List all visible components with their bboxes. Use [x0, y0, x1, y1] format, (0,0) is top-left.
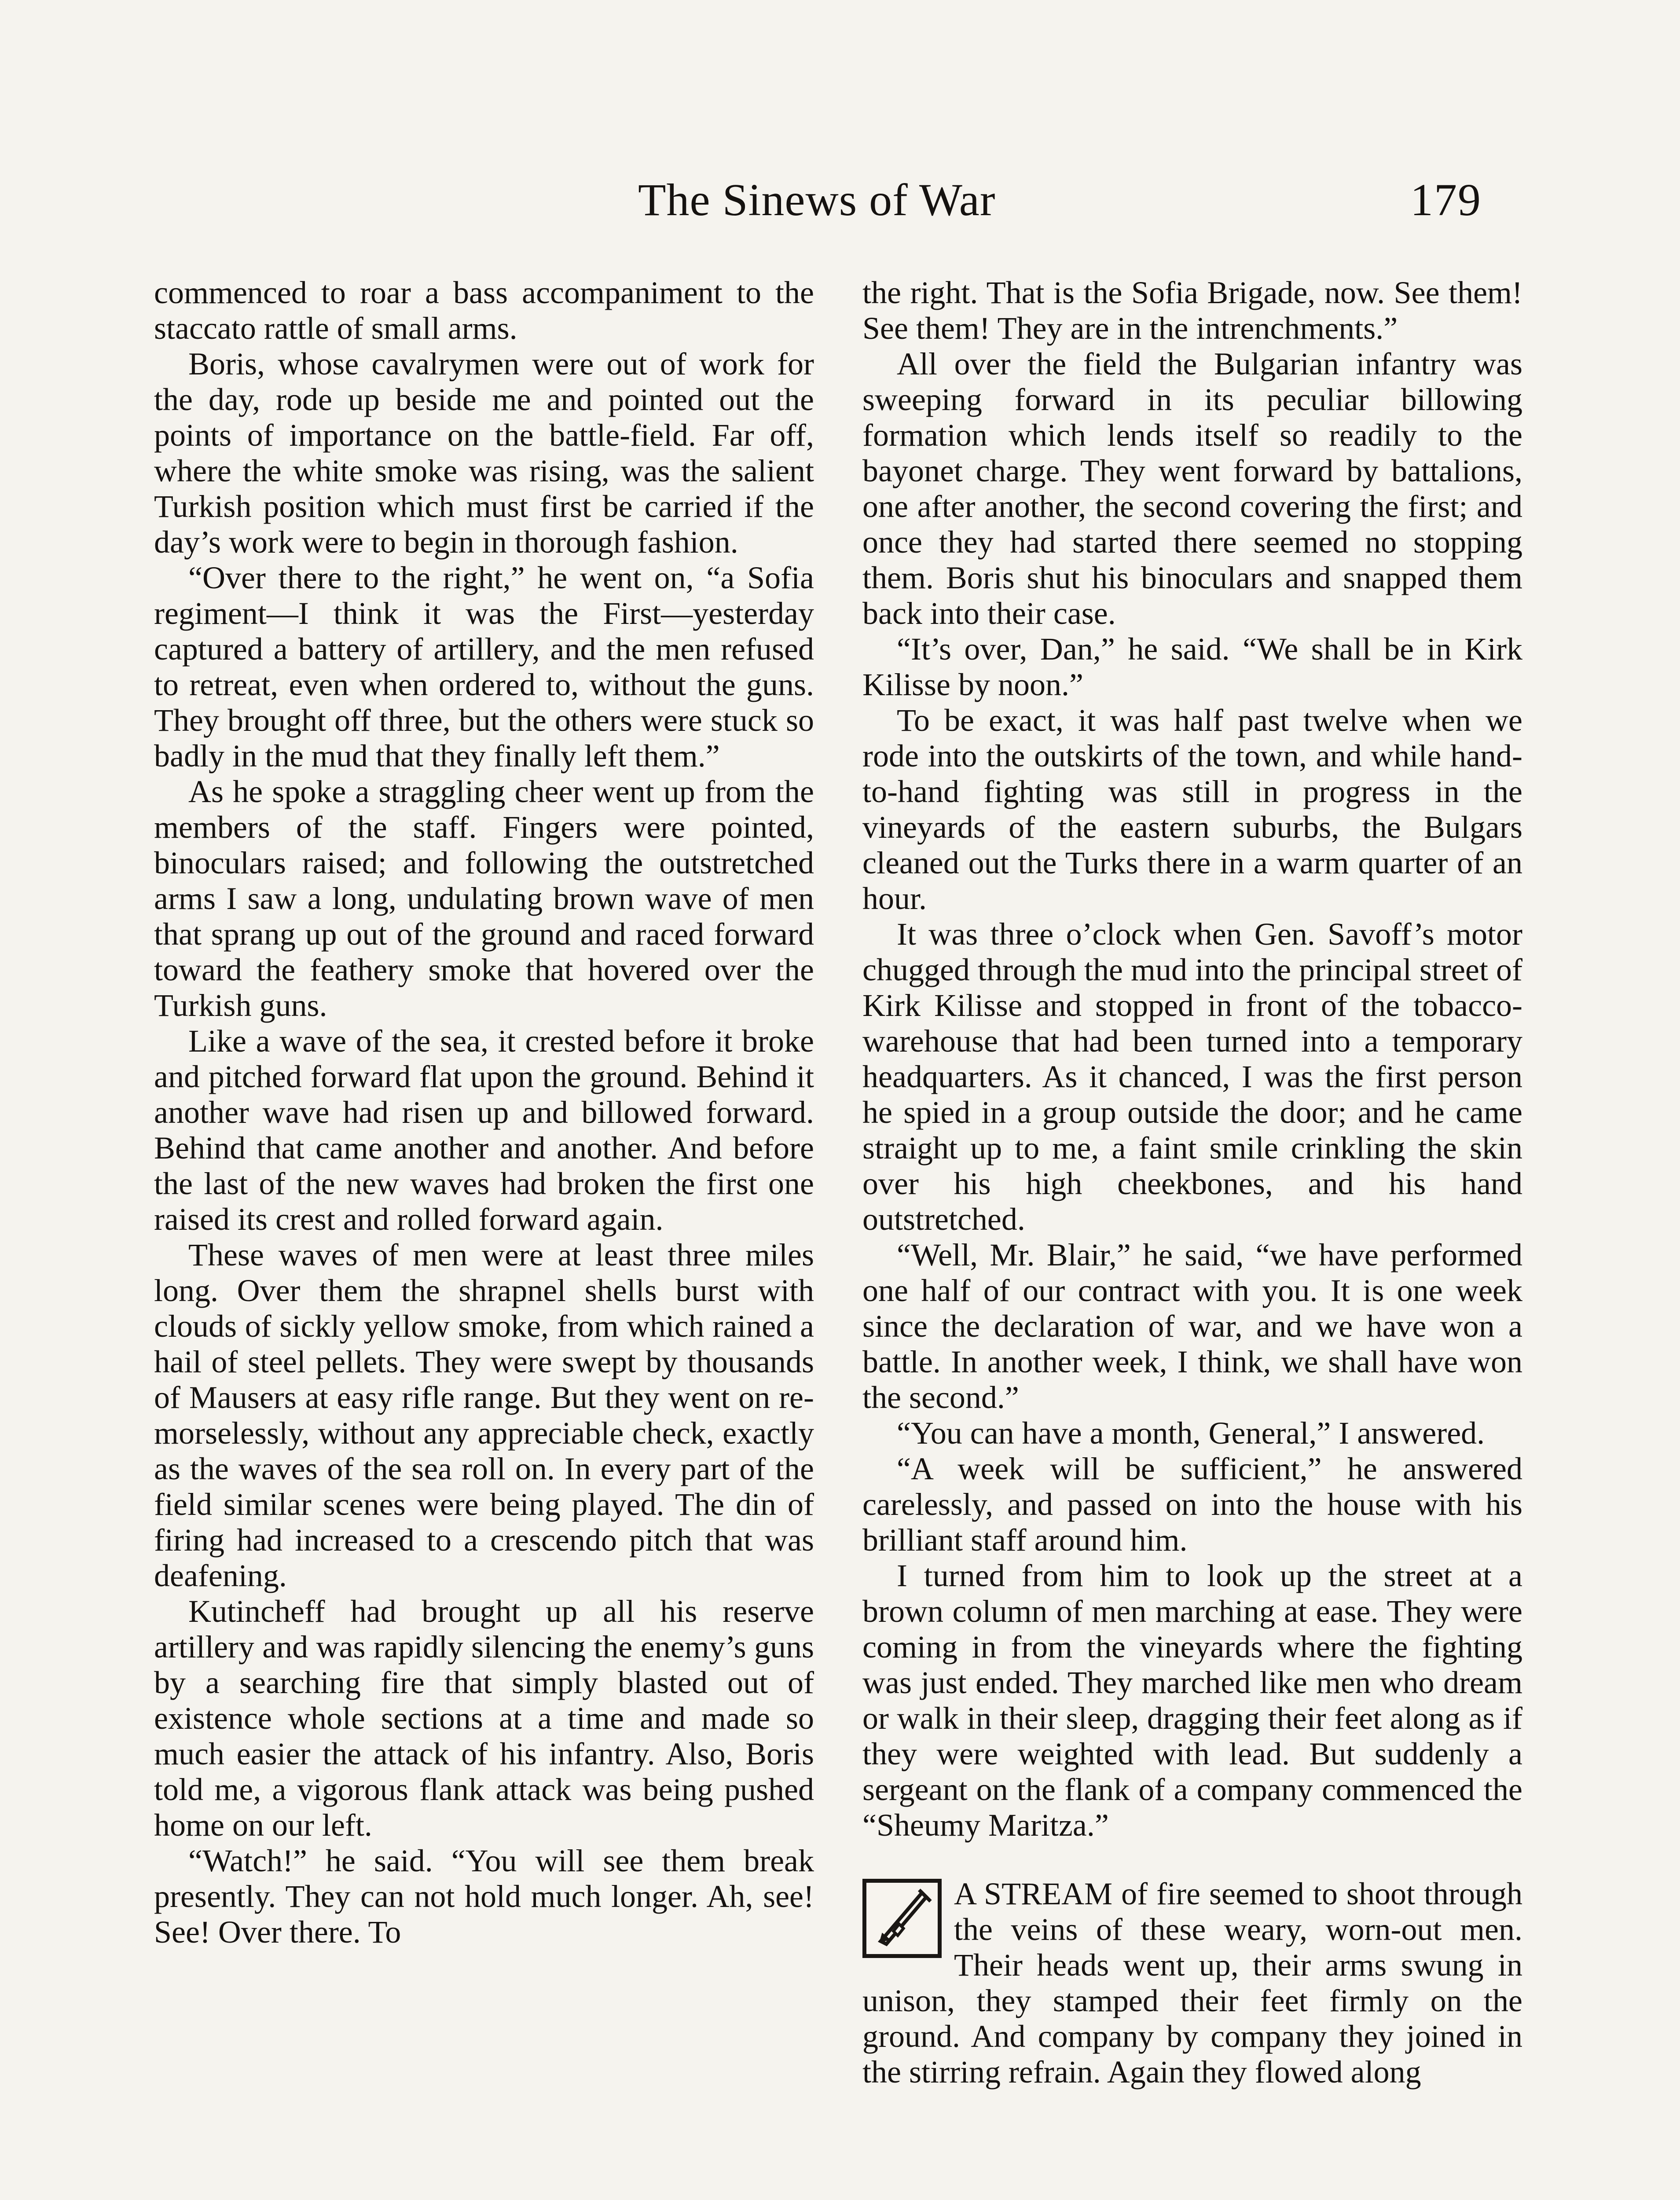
- paragraph: “A week will be sufficient,” he answered carelessly, and passed on into the house with his brilliant staff around him.: [862, 1451, 1522, 1558]
- paragraph: I turned from him to look up the street at a brown column of men marching at ease. They were coming in from the vineyards where the fighting was just ended. They marched like men who dream or walk in their sleep, dragging their feet along as if they were weighted with lead. But suddenly a sergeant on the flank of a company commenced the “Sheumy Maritza.”: [862, 1558, 1522, 1843]
- paragraph: To be exact, it was half past twelve when we rode into the outskirts of the town, and while hand-to-hand fighting was still in progress in the vineyards of the eastern suburbs, the Bulgars cleaned out the Turks there in a warm quarter of an hour.: [862, 703, 1522, 916]
- section-break: [862, 1876, 1522, 2090]
- paragraph: “Well, Mr. Blair,” he said, “we have performed one half of our contract with you. It is one week since the declaration of war, and we have won a battle. In another week, I think, we shall have won the second.”: [862, 1237, 1522, 1415]
- pen-nib-icon: [862, 1879, 942, 1958]
- paragraph: Like a wave of the sea, it crested before it broke and pitched forward flat upon the ground. Behind it another wave had risen up and billowed forward. Behind that came another and another. And before the last of the new waves had broken the first one raised its crest and rolled forward again.: [154, 1023, 814, 1237]
- pen-nib-icon-graphic: [866, 1883, 938, 1954]
- paragraph: It was three o’clock when Gen. Savoff’s motor chugged through the mud into the principal street of Kirk Kilisse and stopped in front of the tobacco-warehouse that had been turned into a temporary headquarters. As it chanced, I was the first person he spied in a group outside the door; and he came straight up to me, a faint smile crinkling the skin over his high cheekbones, and his hand outstretched.: [862, 917, 1522, 1237]
- paragraph: As he spoke a straggling cheer went up from the members of the staff. Fingers were pointed, binoculars raised; and following the outstretched arms I saw a long, undulating brown wave of men that sprang up out of the ground and raced forward toward the feathery smoke that hovered over the Turkish guns.: [154, 774, 814, 1023]
- paragraph: commenced to roar a bass accompaniment to the staccato rattle of small arms.: [154, 275, 814, 346]
- page-number: 179: [1410, 175, 1482, 225]
- paragraph: “You can have a month, General,” I answered.: [897, 1415, 1485, 1451]
- paragraph: All over the field the Bulgarian infantry was sweeping forward in its peculiar billowing formation which lends itself so readily to the bayonet charge. They went forward by battalions, one after another, the second covering the first; and once they had started there seemed no stopping them. Boris shut his binoculars and snapped them back into their case.: [862, 346, 1522, 631]
- section-paragraph: A STREAM of fire seemed to shoot through the veins of these weary, worn-out men. Their heads went up, their arms swung in unison, they stamped their feet firmly on the ground. And company by company they joined in the stirring refrain. Again they flowed along: [862, 1876, 1522, 2090]
- paragraph: “It’s over, Dan,” he said. “We shall be in Kirk Kilisse by noon.”: [862, 631, 1522, 702]
- paragraph: These waves of men were at least three miles long. Over them the shrapnel shells burst with clouds of sickly yellow smoke, from which rained a hail of steel pellets. They were swept by thousands of Mausers at easy rifle range. But they went on remorselessly, without any appreciable check, exactly as the waves of the sea roll on. In every part of the field similar scenes were being played. The din of firing had increased to a crescendo pitch that was deafening.: [154, 1237, 814, 1593]
- paragraph: “Watch!” he said. “You will see them break presently. They can not hold much longer. Ah, see! See! Over there. To: [154, 1843, 814, 1950]
- right-column: [862, 275, 1522, 2200]
- paragraph: the right. That is the Sofia Brigade, now. See them! See them! They are in the intrenchments.”: [862, 275, 1522, 346]
- paragraph: “Over there to the right,” he went on, “a Sofia regiment—I think it was the First—yesterday captured a battery of artillery, and the men refused to retreat, even when ordered to, without the guns. They brought off three, but the others were stuck so badly in the mud that they finally left them.”: [154, 560, 814, 774]
- left-column: [154, 275, 814, 2200]
- paragraph: Boris, whose cavalrymen were out of work for the day, rode up beside me and pointed out the points of importance on the battle-field. Far off, where the white smoke was rising, was the salient Turkish position which must first be carried if the day’s work were to begin in thorough fashion.: [154, 346, 814, 560]
- paragraph: Kutincheff had brought up all his reserve artillery and was rapidly silencing the enemy’s guns by a searching fire that simply blasted out of existence whole sections at a time and made so much easier the attack of his infantry. Also, Boris told me, a vigorous flank attack was being pushed home on our left.: [154, 1594, 814, 1843]
- running-title: The Sinews of War: [638, 175, 996, 225]
